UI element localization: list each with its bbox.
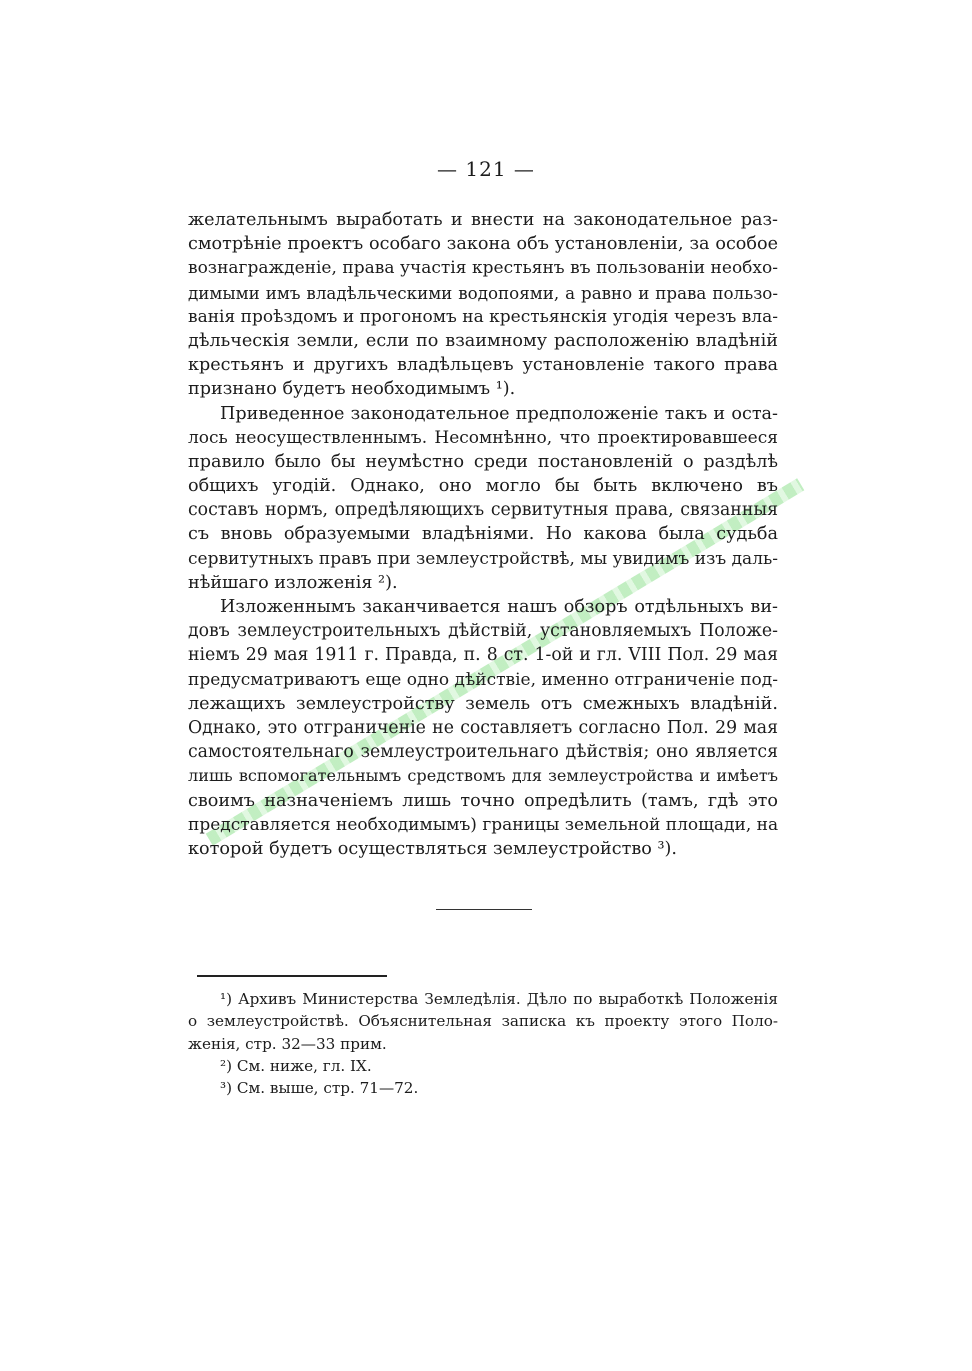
- section-separator: [436, 909, 532, 910]
- text-line: лишь вспомогательнымъ средствомъ для землеустройства и имѣетъ: [188, 766, 778, 786]
- page-number: — 121 —: [437, 157, 535, 181]
- text-line: которой будетъ осуществляться землеустройство ³).: [188, 838, 677, 859]
- text-line: сервитутныхъ правъ при землеустройствѣ, мы увидимъ изъ даль-: [188, 548, 778, 569]
- text-line: ванія проѣздомъ и прогономъ на крестьянскія угодія черезъ вла-: [188, 306, 778, 327]
- text-line: правило было бы неумѣстно среди постановленій о раздѣлѣ: [188, 451, 778, 472]
- text-line: составъ нормъ, опредѣляющихъ сервитутныя права, связанныя: [188, 500, 778, 521]
- text-line: нѣйшаго изложенія ²).: [188, 572, 398, 593]
- footnote-line: ³) См. выше, стр. 71—72.: [220, 1079, 419, 1098]
- text-line: Изложеннымъ заканчивается нашъ обзоръ отдѣльныхъ ви-: [220, 597, 778, 617]
- text-line: Приведенное законодательное предположеніе такъ и оста-: [220, 403, 778, 424]
- footnote-line: ²) См. ниже, гл. IX.: [220, 1056, 372, 1075]
- text-line: своимъ назначеніемъ лишь точно опредѣлить (тамъ, гдѣ это: [188, 790, 778, 811]
- footnote-line: женія, стр. 32—33 прим.: [188, 1034, 387, 1053]
- text-line: общихъ угодій. Однако, оно могло бы быть включено въ: [188, 476, 778, 497]
- text-line: самостоятельнаго землеустроительнаго дѣйствія; оно является: [188, 742, 778, 763]
- body-text: [188, 208, 778, 861]
- text-line: довъ землеустроительныхъ дѣйствій, установляемыхъ Положе-: [188, 621, 778, 642]
- text-line: желательнымъ выработать и внести на законодательное раз-: [188, 210, 778, 230]
- text-line: смотрѣніе проектъ особаго закона объ установленіи, за особое: [188, 234, 778, 255]
- text-line: крестьянъ и другихъ владѣльцевъ установленіе такого права: [188, 355, 778, 376]
- text-line: съ вновь образуемыми владѣніями. Но какова была судьба: [188, 524, 778, 545]
- text-line: Однако, это отграниченіе не составляетъ согласно Пол. 29 мая: [188, 717, 778, 738]
- text-line: лежащихъ землеустройству земель отъ смежныхъ владѣній.: [188, 693, 778, 714]
- text-line: лось неосуществленнымъ. Несомнѣнно, что проектировавшееся: [188, 427, 778, 448]
- text-line: признано будетъ необходимымъ ¹).: [188, 379, 516, 400]
- footnotes: [188, 988, 778, 1099]
- text-line: вознагражденіе, права участія крестьянъ въ пользованіи необхо-: [188, 258, 778, 279]
- text-line: дѣльческія земли, если по взаимному расположенію владѣній: [188, 330, 778, 351]
- footnote-rule: [197, 975, 387, 977]
- text-line: представляется необходимымъ) границы земельной площади, на: [188, 814, 778, 835]
- text-line: предусматриваютъ еще одно дѣйствіе, именно отграниченіе под-: [188, 669, 778, 690]
- footnote-line: о землеустройствѣ. Объяснительная записка къ проекту этого Поло-: [188, 1012, 778, 1031]
- footnote-line: ¹) Архивъ Министерства Земледѣлія. Дѣло по выработкѣ Положенія: [220, 990, 778, 1008]
- text-line: димыми имъ владѣльческими водопоями, а равно и права пользо-: [188, 282, 778, 303]
- text-line: ніемъ 29 мая 1911 г. Правда, п. 8 ст. 1-ой и гл. VIII Пол. 29 мая: [188, 645, 778, 666]
